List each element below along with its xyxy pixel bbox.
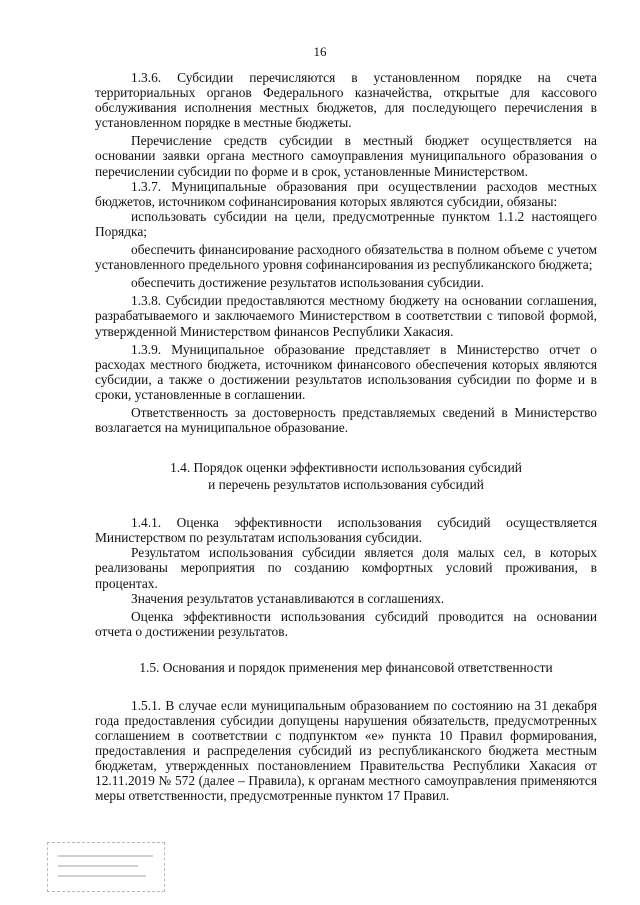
stamp-line	[58, 865, 138, 867]
paragraph-1-3-9: 1.3.9. Муниципальное образование представляет в Министерство отчет о расходах местного бюджета, источником финансового обеспечения которых являются субсидии, а также о достижении результатов использования субсидии по форме и в сроки, установленные в соглашении.	[95, 341, 597, 402]
section-heading-1-5: 1.5. Основания и порядок применения мер финансовой ответственности	[139, 659, 553, 675]
paragraph-obligation-use: использовать субсидии на цели, предусмотренные пунктом 1.1.2 настоящего Порядка;	[95, 208, 597, 239]
stamp-mark	[47, 842, 165, 892]
stamp-line	[58, 875, 146, 877]
paragraph-result-definition: Результатом использования субсидии является доля малых сел, в которых реализованы мероприятия по созданию комфортных условий проживания, в процентах.	[95, 545, 597, 591]
paragraph-obligation-results: обеспечить достижение результатов использования субсидии.	[131, 275, 484, 291]
paragraph-responsibility: Ответственность за достоверность представляемых сведений в Министерство возлагается на муниципальное образование.	[95, 404, 597, 436]
paragraph-1-4-1: 1.4.1. Оценка эффективности использования субсидий осуществляется Министерством по результатам использования субсидии.	[95, 515, 597, 546]
paragraph-result-values: Значения результатов устанавливаются в соглашениях.	[131, 590, 445, 606]
stamp-line	[58, 855, 153, 857]
page-number: 16	[313, 44, 327, 59]
section-heading-1-4-line2: и перечень результатов использования субсидий	[208, 477, 484, 493]
paragraph-1-3-7: 1.3.7. Муниципальные образования при осуществлении расходов местных бюджетов, источником софинансирования которых являются субсидии, обязаны:	[95, 178, 597, 209]
paragraph-efficiency-evaluation: Оценка эффективности использования субсидий проводится на основании отчета о достижении результатов.	[95, 608, 597, 639]
paragraph-obligation-financing: обеспечить финансирование расходного обязательства в полном объеме с учетом установленного предельного уровня софинансирования из республиканского бюджета;	[95, 242, 597, 273]
paragraph-1-3-8: 1.3.8. Субсидии предоставляются местному бюджету на основании соглашения, разрабатываемого и заключаемого Министерством в соответствии с типовой формой, утвержденной Министерством финансов Республики Хакасия.	[95, 293, 597, 339]
paragraph-1-3-6: 1.3.6. Субсидии перечисляются в установленном порядке на счета территориальных органов Федерального казначейства, открытые для кассового обслуживания исполнения местных бюджетов, для последующего перечисления в установленном порядке в местные бюджеты.	[95, 70, 597, 131]
document-body	[95, 70, 597, 804]
paragraph-transfer-request: Перечисление средств субсидии в местный бюджет осуществляется на основании заявки органа местного самоуправления муниципального образования о перечислении субсидии по форме и в срок, установленные Министерством.	[95, 133, 597, 179]
section-heading-1-4-line1: 1.4. Порядок оценки эффективности использования субсидий	[170, 460, 522, 476]
section-heading-1-4	[95, 459, 597, 493]
paragraph-1-5-1: 1.5.1. В случае если муниципальным образованием по состоянию на 31 декабря года предоставления субсидии допущены нарушения обязательств, предусмотренных соглашением в соответствии с подпунктом «е» пункта 10 Правил формирования, предоставления и распределения субсидий из республиканского бюджета местным бюджетам, утвержденных постановлением Правительства Республики Хакасия от 12.11.2019 № 572 (далее – Правила), к органам местного самоуправления применяются меры ответственности, предусмотренные пунктом 17 Правил.	[95, 697, 597, 804]
